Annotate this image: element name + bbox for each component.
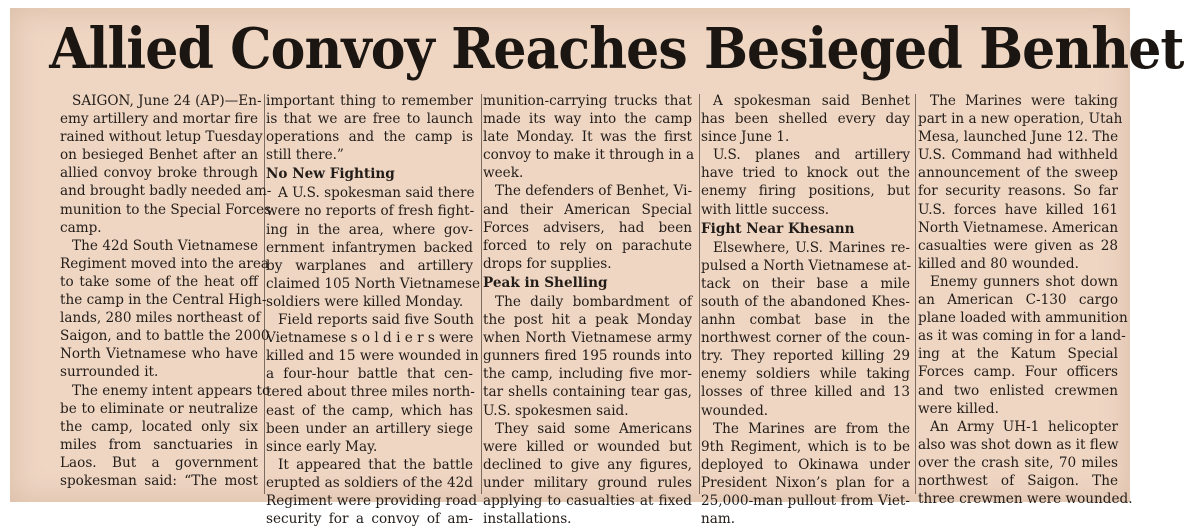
- headline: Allied Convoy Reaches Besieged Benhet: [49, 16, 1184, 82]
- article-line: Saigon, and to battle the 2000: [60, 328, 270, 345]
- article-line: The daily bombardment of: [495, 293, 692, 310]
- article-line: Mesa, launched June 12. The: [918, 129, 1119, 146]
- article-line: convoy to make it through in a: [483, 147, 695, 164]
- article-line: were killed or wounded but: [483, 438, 692, 455]
- article-line: miles from sanctuaries in: [60, 436, 258, 453]
- article-line: They said some Americans: [495, 420, 692, 437]
- article-line: were no reports of fresh fight-: [266, 203, 475, 220]
- article-line: has been shelled every day: [701, 111, 910, 128]
- article-line: killed and 15 were wounded in: [266, 348, 479, 365]
- article-line: week.: [483, 165, 524, 182]
- article-line: have tried to knock out the: [701, 165, 910, 182]
- article-line: since early May.: [266, 438, 378, 455]
- article-line: and two enlisted crewmen: [918, 382, 1118, 399]
- article-line: northwest corner of the coun-: [701, 330, 910, 347]
- article-line: spokesman said: “The most: [60, 472, 258, 489]
- article-line: wounded.: [701, 402, 769, 419]
- article-line: emy artillery and mortar fire: [60, 111, 259, 128]
- article-line: casualties were given as 28: [918, 237, 1118, 254]
- article-line: be to eliminate or neutralize: [60, 400, 258, 417]
- article-line: and brought badly needed am-: [60, 183, 272, 200]
- article-column-3: [483, 92, 695, 528]
- article-line: still there.”: [266, 147, 344, 164]
- article-line: plane loaded with ammunition: [918, 310, 1128, 327]
- subheading: Fight Near Khesann: [701, 220, 855, 237]
- article-line: the camp in the Central High-: [60, 292, 267, 309]
- article-line: North Vietnamese who have: [60, 346, 258, 363]
- article-line: North Vietnamese. American: [918, 219, 1119, 236]
- article-line: The enemy intent appears to: [72, 382, 271, 399]
- article-line: 9th Regiment, which is to be: [701, 438, 910, 455]
- article-body: [46, 92, 1133, 528]
- article-line: pulsed a North Vietnamese at-: [701, 257, 912, 274]
- article-line: to take some of the heat off: [60, 273, 258, 290]
- article-line: killed and 80 wounded.: [918, 255, 1079, 272]
- article-line: U.S. spokesmen said.: [483, 402, 629, 419]
- article-line: made its way into the camp: [483, 111, 692, 128]
- article-line: been under an artillery siege: [266, 420, 473, 437]
- article-line: losses of three killed and 13: [701, 384, 910, 401]
- article-line: drops for supplies.: [483, 255, 612, 272]
- subheading: Peak in Shelling: [483, 274, 608, 291]
- article-line: Elsewhere, U.S. Marines re-: [713, 239, 910, 256]
- article-line: under military ground rules: [483, 474, 692, 491]
- article-column-1: [60, 92, 272, 492]
- article-line: erupted as soldiers of the 42d: [266, 474, 473, 491]
- article-line: were killed.: [918, 400, 999, 417]
- article-line: gunners fired 195 rounds into: [483, 348, 692, 365]
- article-column-5: [918, 92, 1133, 508]
- article-line: It appeared that the battle: [278, 456, 473, 473]
- article-line: three crewmen were wounded.: [918, 491, 1133, 508]
- article-line: U.S. forces have killed 161: [918, 201, 1118, 218]
- article-column-2: [266, 92, 481, 528]
- article-line: tar shells containing tear gas,: [483, 384, 692, 401]
- article-line: munition to the Special Forces: [60, 201, 272, 218]
- article-line: Enemy gunners shot down: [930, 273, 1118, 290]
- article-line: the post hit a peak Monday: [483, 312, 692, 329]
- article-line: late Monday. It was the first: [483, 129, 692, 146]
- article-line: Forces advisers, had been: [483, 219, 692, 236]
- article-line: try. They reported killing 29: [701, 348, 910, 365]
- article-line: northwest of Saigon. The: [918, 472, 1118, 489]
- article-line: lands, 280 miles northeast of: [60, 310, 261, 327]
- article-line: by warplanes and artillery: [266, 257, 473, 274]
- article-line: Laos. But a government: [60, 454, 258, 471]
- article-line: as it was coming in for a land-: [918, 328, 1126, 345]
- article-line: The defenders of Benhet, Vi-: [495, 183, 693, 200]
- article-line: tack on their base a mile: [701, 275, 910, 292]
- article-line: The Marines were taking: [930, 93, 1118, 109]
- article-line: forced to rely on parachute: [483, 237, 692, 254]
- article-line: also was shot down as it flew: [918, 436, 1119, 453]
- article-line: announcement of the sweep: [918, 165, 1118, 182]
- article-line: Regiment were providing road: [266, 492, 478, 509]
- article-line: The 42d South Vietnamese: [72, 237, 258, 254]
- article-line: ing at the Katum Special: [918, 346, 1118, 363]
- article-line: nam.: [701, 511, 736, 528]
- article-line: is that we are free to launch: [266, 111, 473, 128]
- article-line: ing in the area, where gov-: [266, 221, 473, 238]
- article-line: surrounded it.: [60, 364, 159, 381]
- article-line: since June 1.: [701, 129, 790, 146]
- subheading: No New Fighting: [266, 166, 395, 183]
- article-line: the camp, including five mor-: [483, 366, 692, 383]
- article-line: part in a new operation, Utah: [918, 111, 1123, 128]
- article-line: 25,000-man pullout from Viet-: [701, 492, 910, 509]
- article-line: enemy firing positions, but: [701, 183, 910, 200]
- article-line: munition-carrying trucks that: [483, 93, 692, 109]
- article-line: operations and the camp is: [266, 129, 473, 146]
- article-line: soldiers were killed Monday.: [266, 293, 464, 310]
- article-line: declined to give any figures,: [483, 456, 692, 473]
- article-line: allied convoy broke through: [60, 165, 258, 182]
- article-line: with little success.: [701, 201, 830, 218]
- article-line: claimed 105 North Vietnamese: [266, 275, 481, 292]
- article-line: when North Vietnamese army: [483, 330, 692, 347]
- article-line: security for a convoy of am-: [266, 511, 473, 528]
- article-line: south of the abandoned Khes-: [701, 293, 910, 310]
- article-line: a four-hour battle that cen-: [266, 366, 473, 383]
- article-line: President Nixon’s plan for a: [701, 474, 910, 491]
- article-line: over the crash site, 70 miles: [918, 454, 1118, 471]
- article-line: Vietnamese s o l d i e r s were: [266, 330, 474, 347]
- article-line: for security reasons. So far: [918, 183, 1118, 200]
- article-line: east of the camp, which has: [266, 402, 473, 419]
- article-line: A spokesman said Benhet: [713, 93, 910, 109]
- article-line: the camp, located only six: [60, 418, 258, 435]
- article-line: Field reports said five South: [278, 312, 474, 329]
- article-line: an American C-130 cargo: [918, 292, 1118, 309]
- article-line: installations.: [483, 511, 572, 528]
- article-line: deployed to Okinawa under: [701, 456, 910, 473]
- article-line: rained without letup Tuesday: [60, 129, 263, 146]
- article-line: Forces camp. Four officers: [918, 364, 1118, 381]
- article-line: The Marines are from the: [713, 420, 910, 437]
- article-line: ernment infantrymen backed: [266, 239, 473, 256]
- article-line: Regiment moved into the area: [60, 255, 270, 272]
- article-line: applying to casualties at fixed: [483, 492, 692, 509]
- article-line: SAIGON, June 24 (AP)—En-: [72, 93, 262, 109]
- article-line: camp.: [60, 219, 102, 236]
- article-line: on besieged Benhet after an: [60, 147, 258, 164]
- article-line: tered about three miles north-: [266, 384, 475, 401]
- article-line: anhn combat base in the: [701, 312, 910, 329]
- article-line: enemy soldiers while taking: [701, 366, 910, 383]
- article-column-4: [701, 92, 912, 528]
- article-line: and their American Special: [483, 201, 692, 218]
- article-line: important thing to remember: [266, 93, 473, 109]
- article-line: An Army UH-1 helicopter: [930, 418, 1118, 435]
- article-line: A U.S. spokesman said there: [278, 185, 475, 202]
- article-line: U.S. Command had withheld: [918, 147, 1118, 164]
- article-line: U.S. planes and artillery: [713, 147, 910, 164]
